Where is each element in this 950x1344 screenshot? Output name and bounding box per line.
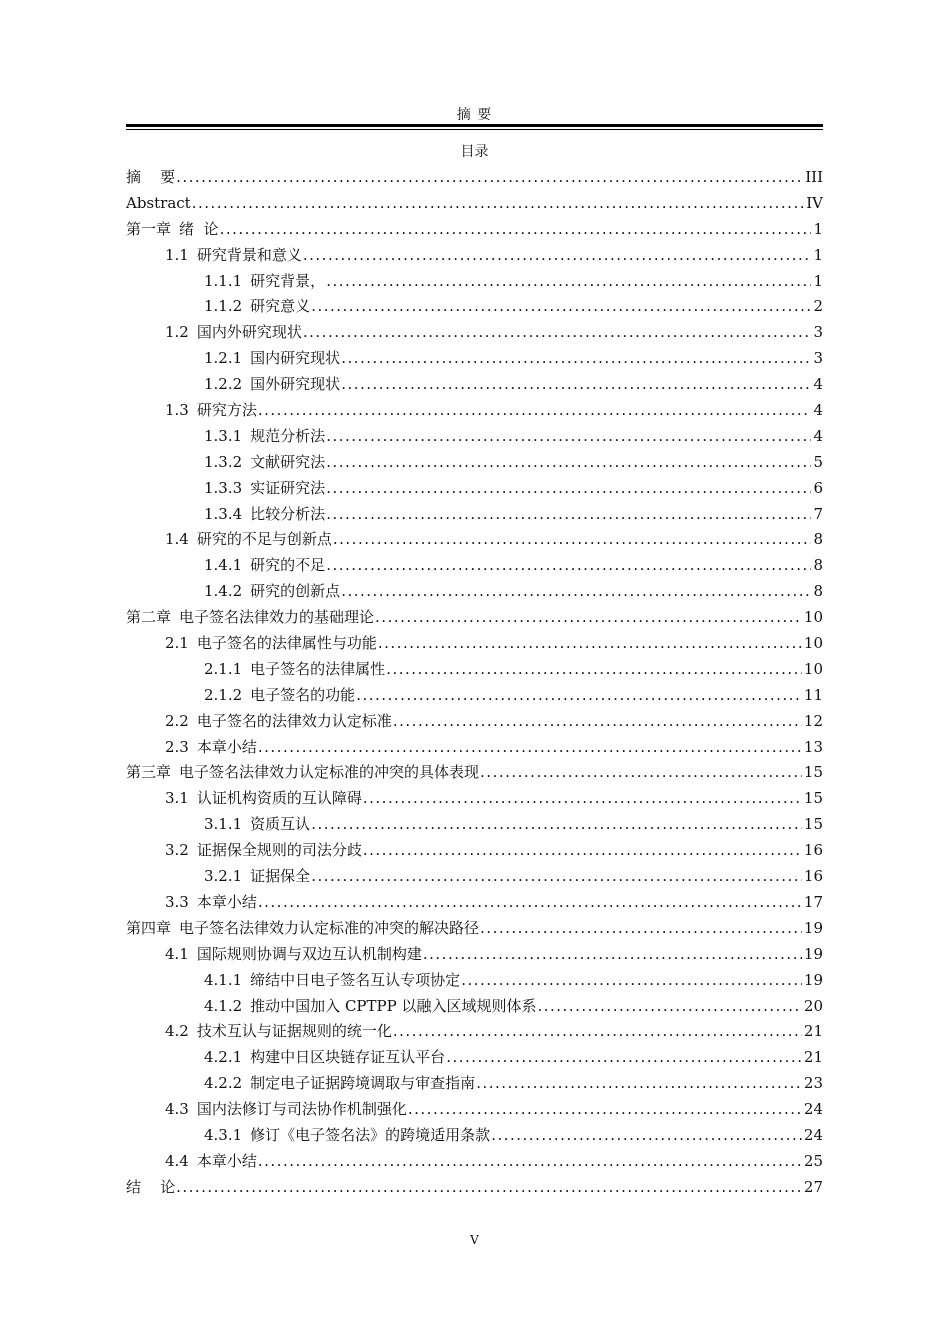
toc-entry-title: 证据保全规则的司法分歧 xyxy=(196,841,362,860)
toc-entry-title: 电子签名法律效力的基础理论 xyxy=(179,608,375,627)
toc-entry-number: 3.2.1 xyxy=(204,867,243,886)
toc-entry-number: 4.2.1 xyxy=(204,1048,243,1067)
toc-entry-title: 研究背景和意义 xyxy=(196,245,302,264)
toc-entry[interactable] xyxy=(126,838,823,864)
toc-entry-number: 1.3.2 xyxy=(204,452,243,471)
toc-entry-number: 第一章 xyxy=(126,219,172,238)
toc-entry-page: 15 xyxy=(803,763,823,782)
toc-dot-leader xyxy=(393,1019,802,1045)
toc-dot-leader xyxy=(341,346,811,372)
toc-entry-number: 第四章 xyxy=(126,918,172,937)
toc-entry-page: 8 xyxy=(813,530,823,549)
toc-entry-number: 1.2 xyxy=(165,323,189,342)
toc-entry-title: 电子签名法律效力认定标准的冲突的具体表现 xyxy=(179,763,480,782)
toc-entry-number: 1.3.3 xyxy=(204,478,243,497)
toc-entry-title: 制定电子证据跨境调取与审查指南 xyxy=(250,1074,476,1093)
toc-entry[interactable] xyxy=(126,864,823,890)
toc-entry-number: 2.1.1 xyxy=(204,659,243,678)
toc-entry-title: 本章小结 xyxy=(196,737,257,756)
toc-entry-page: 7 xyxy=(813,504,823,523)
toc-entry-number: 1.4.2 xyxy=(204,582,243,601)
toc-entry-page: 5 xyxy=(813,452,823,471)
toc-entry[interactable] xyxy=(126,191,823,217)
toc-entry[interactable] xyxy=(126,320,823,346)
toc-entry-number: 4.3 xyxy=(165,1100,189,1119)
toc-entry-number: 2.3 xyxy=(165,737,189,756)
toc-entry-number: 1.1 xyxy=(165,245,189,264)
toc-entry-title: 研究的不足 xyxy=(250,556,326,575)
toc-entry-page: 19 xyxy=(803,970,823,989)
toc-entry[interactable] xyxy=(126,372,823,398)
toc-entry[interactable] xyxy=(126,553,823,579)
toc-entry[interactable] xyxy=(126,1019,823,1045)
toc-entry-page: 17 xyxy=(803,892,823,911)
toc-entry[interactable] xyxy=(126,398,823,424)
toc-dot-leader xyxy=(461,968,802,994)
toc-entry-title: 文献研究法 xyxy=(250,452,326,471)
toc-entry[interactable] xyxy=(126,502,823,528)
toc-entry-page: 3 xyxy=(813,323,823,342)
toc-dot-leader xyxy=(333,527,812,553)
toc-entry-number: 第三章 xyxy=(126,763,172,782)
toc-entry-page: 19 xyxy=(803,918,823,937)
toc-dot-leader xyxy=(393,709,802,735)
toc-entry-page: 3 xyxy=(813,349,823,368)
toc-dot-leader xyxy=(176,1175,802,1201)
toc-entry-page: 1 xyxy=(813,245,823,264)
toc-dot-leader xyxy=(446,1045,802,1071)
toc-entry-page: 4 xyxy=(813,426,823,445)
toc-entry-page: 16 xyxy=(803,841,823,860)
toc-entry-title: 国内研究现状 xyxy=(250,349,341,368)
toc-dot-leader xyxy=(311,864,802,890)
toc-entry[interactable] xyxy=(126,605,823,631)
toc-entry[interactable] xyxy=(126,890,823,916)
toc-entry-page: 12 xyxy=(803,711,823,730)
toc-dot-leader xyxy=(480,916,802,942)
toc-entry-page: 19 xyxy=(803,944,823,963)
toc-entry-page: 25 xyxy=(803,1151,823,1170)
toc-entry[interactable] xyxy=(126,683,823,709)
toc-dot-leader xyxy=(192,191,805,217)
toc-entry-number: 3.1 xyxy=(165,789,189,808)
toc-entry-title: 电子签名的法律属性 xyxy=(250,659,386,678)
toc-entry-number: 第二章 xyxy=(126,608,172,627)
toc-entry-title: 本章小结 xyxy=(196,1151,257,1170)
toc-entry-number: 4.1 xyxy=(165,944,189,963)
toc-entry[interactable] xyxy=(126,424,823,450)
toc-entry-title: 研究的创新点 xyxy=(250,582,341,601)
toc-entry-title: 绪 论 xyxy=(179,219,219,238)
toc-entry-number: 4.2 xyxy=(165,1022,189,1041)
toc-entry[interactable] xyxy=(126,786,823,812)
toc-entry[interactable] xyxy=(126,579,823,605)
toc-entry-title: 证据保全 xyxy=(250,867,311,886)
toc-entry-number: 1.4 xyxy=(165,530,189,549)
toc-entry-page: 8 xyxy=(813,556,823,575)
toc-entry-number: 1.3 xyxy=(165,401,189,420)
toc-entry[interactable] xyxy=(126,476,823,502)
toc-dot-leader xyxy=(363,786,802,812)
toc-dot-leader xyxy=(326,450,811,476)
toc-entry-number: 1.2.2 xyxy=(204,375,243,394)
toc-entry-number: 4.2.2 xyxy=(204,1074,243,1093)
toc-entry-number: 3.2 xyxy=(165,841,189,860)
toc-dot-leader xyxy=(258,398,812,424)
toc-entry-title: 比较分析法 xyxy=(250,504,326,523)
toc-entry[interactable] xyxy=(126,916,823,942)
toc-entry-title: 研究的不足与创新点 xyxy=(196,530,332,549)
toc-entry-page: 6 xyxy=(813,478,823,497)
toc-entry[interactable] xyxy=(126,1123,823,1149)
toc-entry[interactable] xyxy=(126,527,823,553)
toc-entry-page: 10 xyxy=(803,659,823,678)
toc-entry-title: 电子签名法律效力认定标准的冲突的解决路径 xyxy=(179,918,480,937)
toc-entry[interactable] xyxy=(126,631,823,657)
toc-entry-title: 规范分析法 xyxy=(250,426,326,445)
toc-dot-leader xyxy=(326,269,811,295)
toc-entry-number: 1.2.1 xyxy=(204,349,243,368)
toc-entry-number: 1.1.1 xyxy=(204,271,243,290)
toc-entry-title: 电子签名的法律效力认定标准 xyxy=(196,711,392,730)
toc-entry[interactable] xyxy=(126,657,823,683)
toc-entry-page: 10 xyxy=(803,608,823,627)
toc-entry-title: 缔结中日电子签名互认专项协定 xyxy=(250,970,461,989)
toc-entry[interactable] xyxy=(126,709,823,735)
toc-entry-page: 11 xyxy=(803,685,823,704)
toc-entry-number: 1.3.4 xyxy=(204,504,243,523)
toc-entry-number: 2.2 xyxy=(165,711,189,730)
toc-entry-title: 推动中国加入 CPTPP 以融入区域规则体系 xyxy=(250,996,537,1015)
toc-entry[interactable] xyxy=(126,994,823,1020)
toc-entry-page: 10 xyxy=(803,634,823,653)
toc-entry-page: 2 xyxy=(813,297,823,316)
toc-entry-page: 1 xyxy=(813,219,823,238)
toc-dot-leader xyxy=(258,1149,802,1175)
toc-entry[interactable] xyxy=(126,294,823,320)
toc-title: 目录 xyxy=(460,144,489,160)
toc-entry-number: 4.4 xyxy=(165,1151,189,1170)
toc-dot-leader xyxy=(311,812,802,838)
toc-entry-page: 21 xyxy=(803,1022,823,1041)
toc-entry-title: Abstract xyxy=(126,193,191,212)
toc-dot-leader xyxy=(176,165,803,191)
toc-entry-title: 电子签名的功能 xyxy=(250,685,356,704)
toc-entry[interactable] xyxy=(126,243,823,269)
toc-entry-title: 资质互认 xyxy=(250,815,311,834)
toc-dot-leader xyxy=(341,372,811,398)
toc-entry-page: III xyxy=(805,168,823,186)
toc-entry[interactable] xyxy=(126,269,823,295)
toc-dot-leader xyxy=(326,553,811,579)
toc-entry-number: 4.1.2 xyxy=(204,996,243,1015)
header-rule-thin xyxy=(126,129,823,130)
toc-entry-title: 技术互认与证据规则的统一化 xyxy=(196,1022,392,1041)
toc-entry[interactable] xyxy=(126,812,823,838)
table-of-contents xyxy=(126,165,823,1201)
toc-entry-title: 修订《电子签名法》的跨境适用条款 xyxy=(250,1125,491,1144)
toc-dot-leader xyxy=(311,294,811,320)
toc-entry-page: 8 xyxy=(813,582,823,601)
toc-entry[interactable] xyxy=(126,1097,823,1123)
toc-entry[interactable] xyxy=(126,968,823,994)
toc-entry-title: 研究背景， xyxy=(250,271,326,290)
toc-entry-page: 24 xyxy=(803,1100,823,1119)
toc-entry-page: 4 xyxy=(813,375,823,394)
toc-entry-number: 3.3 xyxy=(165,892,189,911)
toc-entry-number: 2.1.2 xyxy=(204,685,243,704)
toc-entry[interactable] xyxy=(126,165,823,191)
toc-entry-number: 4.1.1 xyxy=(204,970,243,989)
toc-dot-leader xyxy=(375,605,802,631)
toc-dot-leader xyxy=(386,657,802,683)
toc-entry-title: 国外研究现状 xyxy=(250,375,341,394)
toc-entry-title: 实证研究法 xyxy=(250,478,326,497)
toc-dot-leader xyxy=(408,1097,802,1123)
toc-entry-page: 20 xyxy=(803,996,823,1015)
toc-dot-leader xyxy=(537,994,801,1020)
toc-entry-page: 13 xyxy=(803,737,823,756)
toc-entry-page: 15 xyxy=(803,815,823,834)
toc-dot-leader xyxy=(258,890,802,916)
toc-entry-title: 认证机构资质的互认障碍 xyxy=(196,789,362,808)
toc-entry-title: 研究意义 xyxy=(250,297,311,316)
toc-entry-number: 1.1.2 xyxy=(204,297,243,316)
toc-entry[interactable] xyxy=(126,450,823,476)
toc-dot-leader xyxy=(356,683,802,709)
toc-dot-leader xyxy=(220,217,812,243)
toc-entry-title: 电子签名的法律属性与功能 xyxy=(196,634,377,653)
toc-dot-leader xyxy=(303,243,812,269)
toc-entry[interactable] xyxy=(126,346,823,372)
toc-dot-leader xyxy=(326,424,811,450)
toc-entry-title: 国内法修订与司法协作机制强化 xyxy=(196,1100,407,1119)
toc-dot-leader xyxy=(303,320,812,346)
toc-entry-page: 27 xyxy=(803,1177,823,1196)
toc-dot-leader xyxy=(378,631,802,657)
toc-dot-leader xyxy=(326,502,811,528)
toc-dot-leader xyxy=(341,579,811,605)
toc-entry-title: 本章小结 xyxy=(196,892,257,911)
toc-entry-page: 15 xyxy=(803,789,823,808)
page-number: V xyxy=(470,1233,479,1247)
toc-entry-page: 4 xyxy=(813,401,823,420)
toc-entry[interactable] xyxy=(126,1071,823,1097)
toc-dot-leader xyxy=(480,760,802,786)
toc-dot-leader xyxy=(423,942,802,968)
running-header: 摘 要 xyxy=(456,107,493,123)
header-rule-thick xyxy=(126,124,823,127)
toc-dot-leader xyxy=(326,476,811,502)
toc-entry-title: 摘 要 xyxy=(126,168,176,186)
toc-dot-leader xyxy=(363,838,802,864)
toc-entry[interactable] xyxy=(126,217,823,243)
toc-dot-leader xyxy=(491,1123,802,1149)
toc-entry-page: 16 xyxy=(803,867,823,886)
toc-entry-number: 1.4.1 xyxy=(204,556,243,575)
toc-entry-page: 1 xyxy=(813,271,823,290)
toc-entry[interactable] xyxy=(126,942,823,968)
toc-entry-number: 2.1 xyxy=(165,634,189,653)
toc-entry-page: 21 xyxy=(803,1048,823,1067)
toc-entry-page: 24 xyxy=(803,1125,823,1144)
toc-entry[interactable] xyxy=(126,1175,823,1201)
toc-entry-page: 23 xyxy=(803,1074,823,1093)
toc-entry-title: 构建中日区块链存证互认平台 xyxy=(250,1048,446,1067)
toc-entry-title: 国内外研究现状 xyxy=(196,323,302,342)
toc-entry-title: 研究方法 xyxy=(196,401,257,420)
toc-entry-title: 国际规则协调与双边互认机制构建 xyxy=(196,944,422,963)
toc-entry-title: 结 论 xyxy=(126,1177,176,1196)
toc-entry-number: 4.3.1 xyxy=(204,1125,243,1144)
toc-entry-number: 1.3.1 xyxy=(204,426,243,445)
toc-entry[interactable] xyxy=(126,1045,823,1071)
toc-dot-leader xyxy=(258,735,802,761)
toc-entry[interactable] xyxy=(126,760,823,786)
toc-entry[interactable] xyxy=(126,735,823,761)
toc-entry-number: 3.1.1 xyxy=(204,815,243,834)
toc-entry[interactable] xyxy=(126,1149,823,1175)
toc-dot-leader xyxy=(476,1071,802,1097)
toc-entry-page: IV xyxy=(806,193,823,212)
